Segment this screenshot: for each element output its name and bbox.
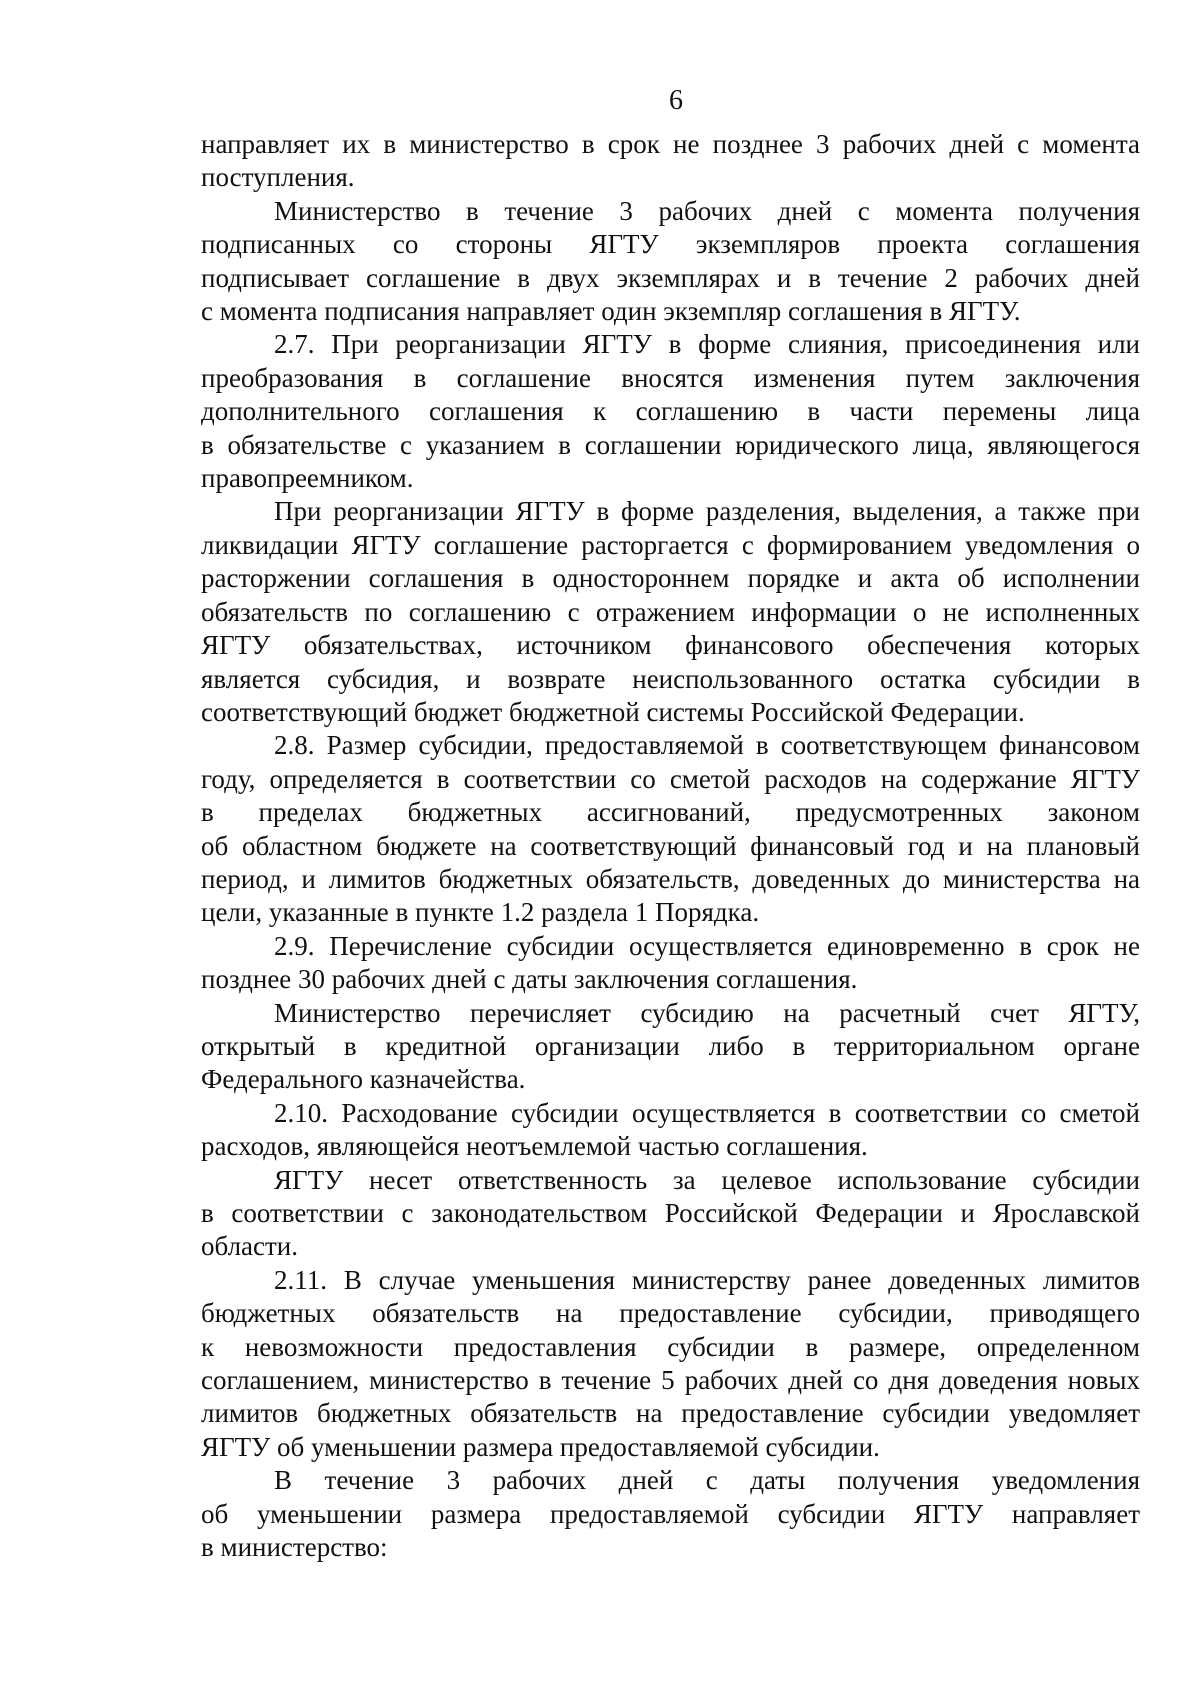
text-line: В течение 3 рабочих дней с даты получения уведомления xyxy=(274,1465,1140,1496)
text-line: Министерство в течение 3 рабочих дней с момента получения xyxy=(274,195,1140,226)
text-line: области. xyxy=(201,1231,299,1262)
text-line: позднее 30 рабочих дней с даты заключения соглашения. xyxy=(201,964,858,995)
text-line: При реорганизации ЯГТУ в форме разделения, выделения, а также при xyxy=(274,496,1140,527)
paragraph-responsibility xyxy=(201,1164,1140,1264)
text-line: соответствующий бюджет бюджетной системы Российской Федерации. xyxy=(201,696,1025,727)
text-line: период, и лимитов бюджетных обязательств, доведенных до министерства на xyxy=(201,863,1140,894)
text-line: ЯГТУ обязательствах, источником финансового обеспечения которых xyxy=(201,630,1140,661)
paragraph-2-8 xyxy=(201,729,1140,929)
document-body xyxy=(201,128,1140,1564)
text-line: ЯГТУ несет ответственность за целевое использование субсидии xyxy=(274,1164,1140,1195)
text-line: обязательств по соглашению с отражением информации о не исполненных xyxy=(201,596,1140,627)
text-line: 2.9. Перечисление субсидии осуществляется единовременно в срок не xyxy=(274,930,1140,961)
text-line: является субсидия, и возврате неиспользованного остатка субсидии в xyxy=(201,663,1140,694)
text-line: цели, указанные в пункте 1.2 раздела 1 Порядка. xyxy=(201,897,760,928)
text-line: поступления. xyxy=(201,162,355,193)
text-line: 2.7. При реорганизации ЯГТУ в форме слияния, присоединения или xyxy=(274,329,1140,360)
text-line: году, определяется в соответствии со сметой расходов на содержание ЯГТУ xyxy=(201,763,1140,794)
text-line: в соответствии с законодательством Российской Федерации и Ярославской xyxy=(201,1198,1140,1228)
paragraph-notification xyxy=(201,1464,1140,1564)
text-line: об уменьшении размера предоставляемой субсидии ЯГТУ направляет xyxy=(201,1498,1140,1529)
text-line: дополнительного соглашения к соглашению в части перемены лица xyxy=(201,396,1140,427)
text-line: 2.11. В случае уменьшения министерству ранее доведенных лимитов xyxy=(274,1264,1140,1295)
paragraph-2-11 xyxy=(201,1264,1140,1464)
text-line: в министерство: xyxy=(201,1532,388,1563)
text-line: направляет их в министерство в срок не позднее 3 рабочих дней с момента xyxy=(201,129,1140,159)
paragraph-2-7 xyxy=(201,328,1140,495)
text-line: об областном бюджете на соответствующий финансовый год и на плановый xyxy=(201,830,1140,861)
paragraph-continuation xyxy=(201,128,1140,195)
text-line: подписывает соглашение в двух экземплярах и в течение 2 рабочих дней xyxy=(201,262,1140,293)
paragraph-reorganization xyxy=(201,495,1140,729)
text-line: 2.10. Расходование субсидии осуществляется в соответствии со сметой xyxy=(274,1097,1140,1128)
text-line: бюджетных обязательств на предоставление субсидии, приводящего xyxy=(201,1298,1140,1329)
text-line: ЯГТУ об уменьшении размера предоставляемой субсидии. xyxy=(201,1431,880,1462)
text-line: преобразования в соглашение вносятся изменения путем заключения xyxy=(201,362,1140,393)
text-line: Федерального казначейства. xyxy=(201,1064,526,1095)
text-line: правопреемником. xyxy=(201,463,414,494)
text-line: подписанных со стороны ЯГТУ экземпляров проекта соглашения xyxy=(201,229,1140,260)
text-line: к невозможности предоставления субсидии в размере, определенном xyxy=(201,1331,1140,1362)
paragraph-2-10 xyxy=(201,1097,1140,1164)
paragraph-2-9 xyxy=(201,930,1140,997)
text-line: в пределах бюджетных ассигнований, предусмотренных законом xyxy=(201,797,1140,828)
text-line: с момента подписания направляет один экземпляр соглашения в ЯГТУ. xyxy=(201,296,1021,327)
text-line: расходов, являющейся неотъемлемой частью соглашения. xyxy=(201,1131,868,1162)
text-line: Министерство перечисляет субсидию на расчетный счет ЯГТУ, xyxy=(274,997,1140,1028)
text-line: ликвидации ЯГТУ соглашение расторгается с формированием уведомления о xyxy=(201,529,1140,560)
text-line: 2.8. Размер субсидии, предоставляемой в соответствующем финансовом xyxy=(274,730,1140,761)
text-line: открытый в кредитной организации либо в территориальном органе xyxy=(201,1030,1140,1061)
paragraph-transfer xyxy=(201,997,1140,1097)
text-line: соглашением, министерство в течение 5 рабочих дней со дня доведения новых xyxy=(201,1365,1140,1396)
text-line: лимитов бюджетных обязательств на предоставление субсидии уведомляет xyxy=(201,1398,1140,1429)
text-line: в обязательстве с указанием в соглашении юридического лица, являющегося xyxy=(201,429,1140,460)
page-number: 6 xyxy=(669,85,683,116)
paragraph-signing xyxy=(201,195,1140,329)
text-line: расторжении соглашения в одностороннем порядке и акта об исполнении xyxy=(201,563,1140,594)
